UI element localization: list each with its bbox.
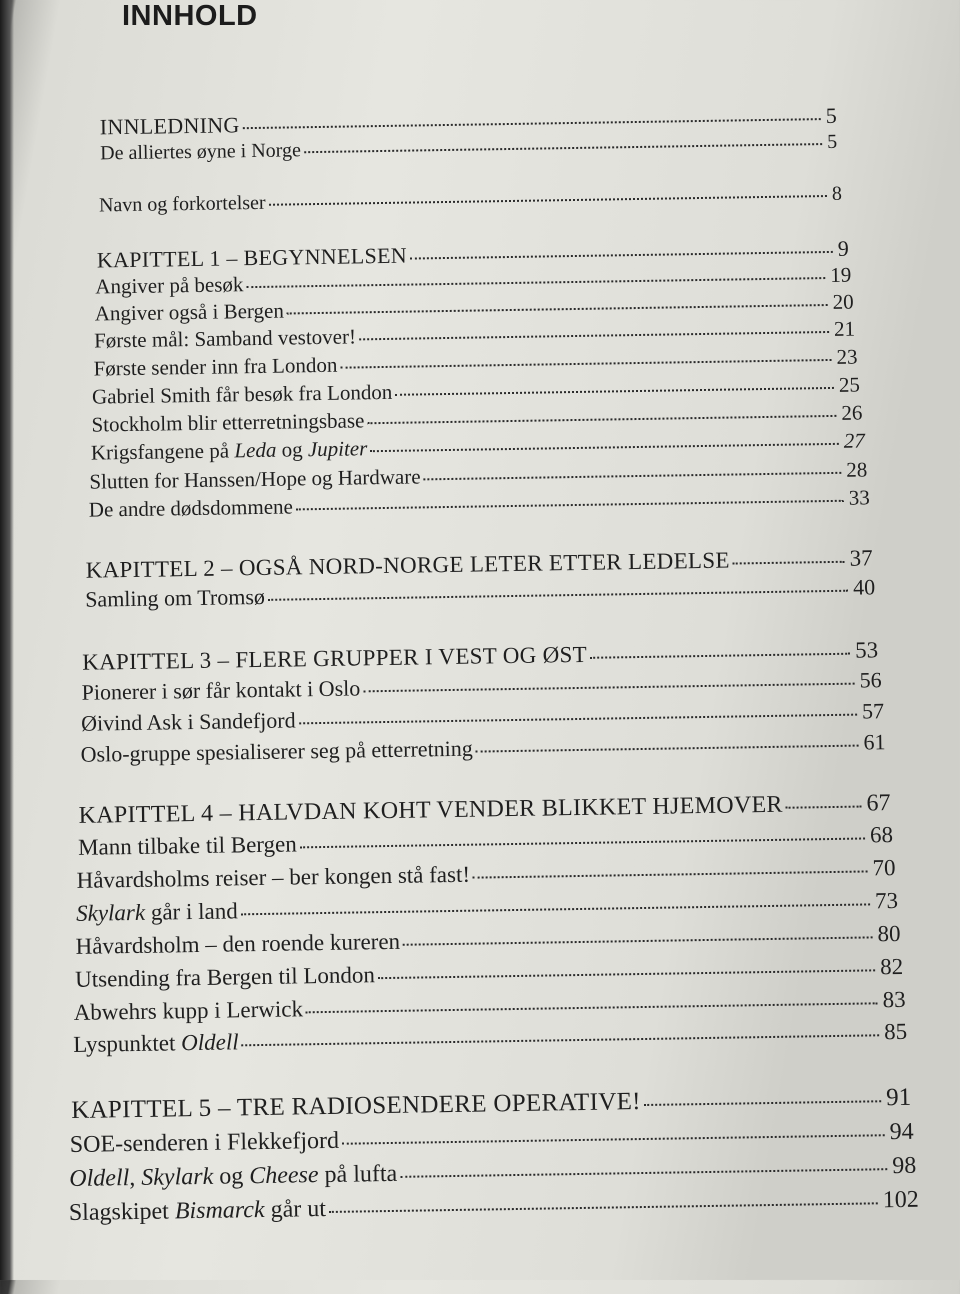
toc-entry-label: Pionerer i sør får kontakt i Oslo bbox=[81, 675, 361, 705]
toc-entry-page: 102 bbox=[882, 1186, 919, 1214]
leader-dots bbox=[242, 1034, 879, 1046]
toc-entry bbox=[86, 546, 873, 581]
toc-entry-label: Slutten for Hanssen/Hope og Hardware bbox=[89, 464, 421, 494]
toc-entry-label: INNLEDNING bbox=[99, 112, 240, 140]
leader-dots bbox=[340, 359, 831, 369]
toc-entry-label bbox=[69, 1162, 397, 1191]
toc-entry-label: Samling om Tromsø bbox=[85, 583, 266, 612]
toc-entry-page: 91 bbox=[885, 1083, 912, 1112]
toc-entry-label: Oslo-gruppe spesialiserer seg på etterretning bbox=[80, 735, 473, 767]
toc-entry-label bbox=[76, 899, 238, 925]
toc-entry bbox=[91, 430, 865, 463]
toc-entry-page: 19 bbox=[830, 262, 852, 287]
leader-dots bbox=[410, 251, 833, 260]
toc-entry-label-rich: Lyspunktet Oldell bbox=[73, 1029, 239, 1057]
toc-entry-label-rich: Krigsfangene på Leda og Jupiter bbox=[90, 436, 368, 465]
toc-entry-page: 56 bbox=[859, 667, 882, 693]
toc-entry-label: KAPITTEL 5 – TRE RADIOSENDERE OPERATIVE! bbox=[71, 1088, 641, 1124]
toc-entry-page: 73 bbox=[874, 887, 899, 914]
toc-entry-page: 37 bbox=[849, 545, 873, 571]
toc-entry-label-rich: Oldell, Skylark og Cheese på lufta bbox=[69, 1160, 398, 1193]
toc-entry-label: KAPITTEL 4 – HALVDAN KOHT VENDER BLIKKET HJEMOVER bbox=[78, 791, 783, 829]
toc-entry-label: Utsending fra Bergen til London bbox=[74, 962, 376, 992]
toc-entry-label: KAPITTEL 2 – OGSÅ NORD-NORGE LETER ETTER LEDELSE bbox=[85, 547, 730, 583]
toc-entry bbox=[93, 344, 858, 381]
toc-entry-label-rich: Skylark går i land bbox=[75, 898, 238, 926]
leader-dots bbox=[246, 277, 825, 288]
leader-dots bbox=[590, 653, 850, 659]
toc-entry bbox=[75, 922, 900, 958]
toc-entry bbox=[91, 402, 862, 435]
leader-dots bbox=[476, 745, 859, 753]
toc-entry-page: 28 bbox=[846, 457, 868, 482]
toc-entry bbox=[75, 955, 903, 991]
toc-entry-label: Første sender inn fra London bbox=[93, 352, 338, 381]
toc-entry-label: KAPITTEL 3 – FLERE GRUPPER I VEST OG ØST bbox=[81, 641, 588, 675]
leader-dots bbox=[306, 1002, 878, 1013]
toc-entry-label bbox=[73, 1030, 239, 1056]
toc-entry-page: 9 bbox=[837, 235, 849, 261]
toc-entry-page: 8 bbox=[831, 182, 843, 205]
leader-dots bbox=[473, 870, 868, 878]
leader-dots bbox=[400, 1168, 887, 1178]
toc-entry-label: Håvardsholms reiser – ber kongen stå fast! bbox=[76, 861, 471, 893]
toc-entry-label: Gabriel Smith får besøk fra London bbox=[91, 379, 393, 409]
leader-dots bbox=[363, 683, 854, 693]
toc-entry-page: 83 bbox=[882, 986, 906, 1013]
toc-entry-page: 21 bbox=[833, 316, 856, 341]
toc-entry-page: 61 bbox=[863, 729, 886, 755]
toc-entry-label: De andre dødsdommene bbox=[88, 494, 294, 522]
toc-entry-label: KAPITTEL 1 – BEGYNNELSEN bbox=[96, 242, 408, 273]
toc-entry bbox=[99, 184, 842, 216]
toc-entry-page: 25 bbox=[838, 372, 861, 397]
toc-entry-label bbox=[91, 438, 368, 463]
toc-entry bbox=[82, 669, 882, 704]
toc-entry bbox=[76, 889, 898, 925]
toc-entry-label bbox=[69, 1197, 326, 1225]
toc-entry-label: Øivind Ask i Sandefjord bbox=[80, 707, 296, 736]
toc-entry bbox=[89, 487, 870, 520]
toc-entry-label: Første mål: Samband vestover! bbox=[93, 324, 357, 353]
leader-dots bbox=[424, 472, 842, 481]
leader-dots bbox=[395, 387, 834, 396]
toc-entry-page: 98 bbox=[892, 1152, 917, 1180]
toc-entry-page: 57 bbox=[861, 698, 885, 724]
toc-entry-label: Angiver også i Bergen bbox=[94, 298, 285, 326]
toc-entry-page: 82 bbox=[879, 953, 904, 980]
leader-dots bbox=[359, 331, 829, 340]
toc-entry bbox=[89, 459, 867, 492]
toc-entry-page: 68 bbox=[869, 822, 894, 848]
toc-entry-page: 5 bbox=[825, 102, 837, 129]
toc-entry bbox=[74, 988, 906, 1024]
toc-entry-page: 33 bbox=[848, 485, 870, 510]
toc-entry bbox=[70, 1120, 914, 1157]
leader-dots bbox=[296, 500, 844, 511]
toc-entry-page: 5 bbox=[826, 130, 838, 154]
toc-entry-label: Navn og forkortelser bbox=[98, 191, 266, 217]
toc-entry-label: De alliertes øyne i Norge bbox=[100, 139, 302, 165]
toc-entry bbox=[82, 638, 878, 674]
toc-entry bbox=[71, 1085, 911, 1123]
toc-entry bbox=[78, 823, 893, 859]
toc-entry bbox=[69, 1154, 916, 1191]
toc-entry bbox=[85, 576, 875, 610]
leader-dots bbox=[243, 118, 821, 129]
toc-entry-page: 40 bbox=[852, 574, 876, 600]
leader-dots bbox=[786, 806, 862, 809]
toc-entry-page: 23 bbox=[836, 344, 858, 369]
leader-dots bbox=[287, 304, 828, 314]
leader-dots bbox=[644, 1100, 881, 1106]
leader-dots bbox=[367, 415, 836, 424]
toc-entry-page: 85 bbox=[883, 1018, 908, 1045]
toc-entry-page: 27 bbox=[843, 428, 865, 453]
toc-entry bbox=[81, 700, 884, 735]
toc-entry bbox=[73, 1020, 907, 1056]
toc-entry-page: 20 bbox=[832, 289, 854, 314]
leader-dots bbox=[241, 903, 870, 915]
leader-dots bbox=[304, 143, 822, 153]
leader-dots bbox=[342, 1134, 885, 1145]
toc-entry bbox=[69, 1188, 919, 1225]
toc-entry-label: Angiver på besøk bbox=[95, 272, 244, 299]
leader-dots bbox=[403, 936, 873, 945]
leader-dots bbox=[268, 590, 848, 601]
toc-entry bbox=[80, 731, 885, 766]
page-title: INNHOLD bbox=[122, 0, 258, 32]
leader-dots bbox=[370, 443, 839, 452]
leader-dots bbox=[300, 837, 865, 848]
toc-entry-label: Håvardsholm – den roende kureren bbox=[75, 928, 401, 959]
toc-entry-page: 70 bbox=[872, 855, 896, 881]
toc-entry-page: 94 bbox=[889, 1118, 914, 1146]
leader-dots bbox=[269, 195, 827, 206]
toc-entry-label: Mann tilbake til Bergen bbox=[77, 831, 297, 860]
toc-entry-page: 26 bbox=[841, 400, 863, 425]
toc-entry-label: SOE-senderen i Flekkefjord bbox=[69, 1127, 340, 1159]
toc-entry-page: 67 bbox=[866, 790, 891, 817]
toc-entry bbox=[78, 791, 890, 828]
toc-entry-label-rich: Slagskipet Bismarck går ut bbox=[68, 1196, 327, 1227]
toc-entry-page: 80 bbox=[877, 920, 901, 947]
leader-dots bbox=[299, 714, 857, 725]
toc-entry bbox=[91, 372, 861, 409]
leader-dots bbox=[329, 1202, 878, 1213]
toc-entry-page: 53 bbox=[854, 637, 879, 663]
leader-dots bbox=[733, 561, 845, 565]
toc-entry bbox=[76, 856, 895, 892]
toc-entry-label: Stockholm blir etterretningsbase bbox=[91, 408, 365, 437]
leader-dots bbox=[378, 969, 875, 979]
toc-entry-label: Abwehrs kupp i Lerwick bbox=[73, 996, 304, 1025]
